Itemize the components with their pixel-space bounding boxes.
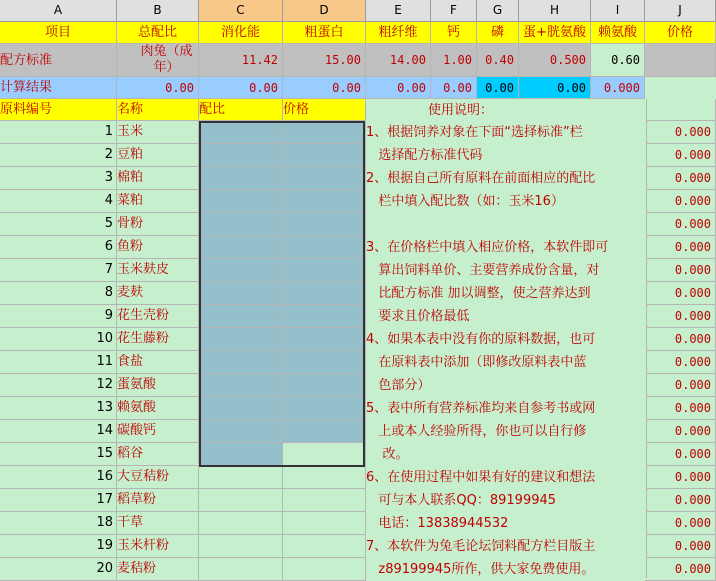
price-input-cell[interactable] xyxy=(283,397,366,420)
ingredient-name[interactable]: 玉米杆粉 xyxy=(117,535,199,558)
usage-notes-title: 使用说明： xyxy=(428,103,494,118)
ingredient-cost-cell[interactable]: 0.000 xyxy=(645,397,716,420)
ratio-input-cell[interactable] xyxy=(199,305,283,328)
result-value-cell[interactable]: 0.00 xyxy=(431,77,477,99)
ratio-input-cell[interactable] xyxy=(199,397,283,420)
ingredient-cost-cell[interactable]: 0.000 xyxy=(645,167,716,190)
result-value-cell[interactable]: 0.00 xyxy=(366,77,431,99)
ingredient-cost-cell[interactable]: 0.000 xyxy=(645,259,716,282)
ingredient-name[interactable]: 稻谷 xyxy=(117,443,199,466)
ingredient-name[interactable]: 大豆秸粉 xyxy=(117,466,199,489)
standard-value-cell[interactable]: 0.500 xyxy=(519,44,591,77)
result-value-cell[interactable]: 0.00 xyxy=(199,77,283,99)
price-input-cell[interactable] xyxy=(283,512,366,535)
usage-note-line: 电话：13838944532 xyxy=(366,516,509,531)
usage-note-line: 3、在价格栏中填入相应价格，本软件即可 xyxy=(366,240,609,255)
field-header[interactable]: 磷 xyxy=(477,22,519,44)
ingredient-number[interactable]: 18 xyxy=(0,512,117,535)
ingredient-name[interactable]: 稻草粉 xyxy=(117,489,199,512)
ratio-input-cell[interactable] xyxy=(199,282,283,305)
ratio-input-cell[interactable] xyxy=(199,121,283,144)
ingredient-number[interactable]: 16 xyxy=(0,466,117,489)
field-header[interactable]: 粗蛋白 xyxy=(283,22,366,44)
price-input-cell[interactable] xyxy=(283,420,366,443)
usage-note-line: 7、本软件为兔毛论坛饲料配方栏目版主 xyxy=(366,539,596,554)
ingredient-name[interactable]: 花生藤粉 xyxy=(117,328,199,351)
standard-value-cell[interactable]: 11.42 xyxy=(199,44,283,77)
ingredient-cost-cell[interactable]: 0.000 xyxy=(645,535,716,558)
standard-value-cell[interactable]: 1.00 xyxy=(431,44,477,77)
price-input-cell[interactable] xyxy=(283,213,366,236)
usage-note-line: 在原料表中添加（即修改原料表中蓝 xyxy=(366,355,587,370)
column-header-b[interactable]: B xyxy=(117,0,199,22)
price-input-cell[interactable] xyxy=(283,282,366,305)
ingredient-cost-cell[interactable]: 0.000 xyxy=(645,420,716,443)
standard-value-cell[interactable] xyxy=(645,44,716,77)
ratio-header[interactable]: 配比 xyxy=(199,99,283,121)
price-input-cell[interactable] xyxy=(283,374,366,397)
column-header-c[interactable]: C xyxy=(199,0,283,22)
ingredient-cost-cell[interactable]: 0.000 xyxy=(645,558,716,581)
price-header[interactable]: 价格 xyxy=(283,99,366,121)
standard-value-cell[interactable]: 0.40 xyxy=(477,44,519,77)
ingredient-number[interactable]: 17 xyxy=(0,489,117,512)
ingredient-name[interactable]: 花生壳粉 xyxy=(117,305,199,328)
usage-note-line: z89199945所作，供大家免费使用。 xyxy=(366,562,595,577)
usage-notes xyxy=(366,99,647,578)
ratio-input-cell[interactable] xyxy=(199,374,283,397)
ingredient-number[interactable]: 3 xyxy=(0,167,117,190)
usage-note-line: 6、在使用过程中如果有好的建议和想法 xyxy=(366,470,596,485)
field-header[interactable]: 价格 xyxy=(645,22,716,44)
ingredient-cost-cell[interactable]: 0.000 xyxy=(645,512,716,535)
ingredient-name[interactable]: 玉米麸皮 xyxy=(117,259,199,282)
result-total-cell[interactable]: 0.00 xyxy=(117,77,199,99)
ratio-input-cell[interactable] xyxy=(199,213,283,236)
ingredient-code-header[interactable]: 原料编号 xyxy=(0,99,117,121)
ingredient-number[interactable]: 6 xyxy=(0,236,117,259)
price-input-cell[interactable] xyxy=(283,328,366,351)
column-header-f[interactable]: F xyxy=(431,0,477,22)
ingredient-cost-cell[interactable]: 0.000 xyxy=(645,466,716,489)
usage-note-line: 2、根据自己所有原料在前面相应的配比 xyxy=(366,171,596,186)
ingredient-number[interactable]: 9 xyxy=(0,305,117,328)
ingredient-number[interactable]: 10 xyxy=(0,328,117,351)
standard-value-cell[interactable]: 15.00 xyxy=(283,44,366,77)
result-value-cell[interactable]: 0.000 xyxy=(591,77,645,99)
field-header[interactable]: 粗纤维 xyxy=(366,22,431,44)
ingredient-name-header[interactable]: 名称 xyxy=(117,99,199,121)
price-input-cell[interactable] xyxy=(283,121,366,144)
ingredient-number[interactable]: 13 xyxy=(0,397,117,420)
price-input-cell[interactable] xyxy=(283,236,366,259)
usage-note-line: 可与本人联系QQ：89199945 xyxy=(366,493,557,508)
ratio-input-cell[interactable] xyxy=(199,144,283,167)
usage-note-line: 改。 xyxy=(366,447,409,462)
field-header[interactable]: 总配比 xyxy=(117,22,199,44)
ratio-input-cell[interactable] xyxy=(199,535,283,558)
usage-note-line: 上或本人经验所得，你也可以自行修 xyxy=(366,424,587,439)
column-header-g[interactable]: G xyxy=(477,0,519,22)
usage-note-line: 算出饲料单价、主要营养成份含量，对 xyxy=(366,263,600,278)
ratio-input-cell[interactable] xyxy=(199,512,283,535)
usage-note-line: 色部分） xyxy=(366,378,431,393)
ingredient-name[interactable]: 豆粕 xyxy=(117,144,199,167)
ingredient-number[interactable]: 12 xyxy=(0,374,117,397)
ingredient-cost-cell[interactable]: 0.000 xyxy=(645,282,716,305)
ingredient-cost-cell[interactable]: 0.000 xyxy=(645,328,716,351)
ingredient-cost-cell[interactable]: 0.000 xyxy=(645,213,716,236)
price-input-cell[interactable] xyxy=(283,305,366,328)
ingredient-name[interactable]: 赖氨酸 xyxy=(117,397,199,420)
ingredient-number[interactable]: 5 xyxy=(0,213,117,236)
field-header[interactable]: 钙 xyxy=(431,22,477,44)
usage-note-line: 比配方标准 加以调整，使之营养达到 xyxy=(366,286,591,301)
column-header-j[interactable]: J xyxy=(645,0,716,22)
ingredient-cost-cell[interactable]: 0.000 xyxy=(645,443,716,466)
price-input-cell[interactable] xyxy=(283,190,366,213)
ratio-input-cell[interactable] xyxy=(199,351,283,374)
ingredient-name[interactable]: 鱼粉 xyxy=(117,236,199,259)
usage-note-line: 选择配方标准代码 xyxy=(366,148,483,163)
ingredient-number[interactable]: 2 xyxy=(0,144,117,167)
standard-label[interactable]: 配方标准 xyxy=(0,44,117,77)
ingredient-number[interactable]: 8 xyxy=(0,282,117,305)
ingredient-cost-cell[interactable]: 0.000 xyxy=(645,144,716,167)
ingredient-name[interactable]: 碳酸钙 xyxy=(117,420,199,443)
ingredient-cost-cell[interactable]: 0.000 xyxy=(645,236,716,259)
usage-note-line: 5、表中所有营养标准均来自参考书或网 xyxy=(366,401,596,416)
usage-note-line: 栏中填入配比数（如：玉米16） xyxy=(366,194,564,209)
ratio-input-cell[interactable] xyxy=(199,489,283,512)
ingredient-number[interactable]: 19 xyxy=(0,535,117,558)
price-input-cell[interactable] xyxy=(283,466,366,489)
column-header-h[interactable]: H xyxy=(519,0,591,22)
ingredient-cost-cell[interactable]: 0.000 xyxy=(645,121,716,144)
ingredient-name[interactable]: 麦麸 xyxy=(117,282,199,305)
price-input-cell[interactable] xyxy=(283,489,366,512)
ingredient-number[interactable]: 14 xyxy=(0,420,117,443)
ingredient-number[interactable]: 15 xyxy=(0,443,117,466)
usage-note-line: 1、根据饲养对象在下面“选择标准”栏 xyxy=(366,125,583,140)
ratio-input-cell[interactable] xyxy=(199,443,283,466)
ingredient-name[interactable]: 棉粕 xyxy=(117,167,199,190)
price-input-cell[interactable] xyxy=(283,259,366,282)
ingredient-number[interactable]: 7 xyxy=(0,259,117,282)
standard-value-cell[interactable]: 14.00 xyxy=(366,44,431,77)
usage-note-line: 4、如果本表中没有你的原料数据，也可 xyxy=(366,332,596,347)
ingredient-name[interactable]: 麦秸粉 xyxy=(117,558,199,581)
standard-name-cell[interactable]: 肉兔（成年） xyxy=(117,44,199,77)
ratio-input-cell[interactable] xyxy=(199,167,283,190)
ratio-input-cell[interactable] xyxy=(199,259,283,282)
price-input-cell[interactable] xyxy=(283,535,366,558)
price-input-cell[interactable] xyxy=(283,144,366,167)
ingredient-name[interactable]: 蛋氨酸 xyxy=(117,374,199,397)
field-header[interactable]: 消化能 xyxy=(199,22,283,44)
ingredient-number[interactable]: 20 xyxy=(0,558,117,581)
field-header[interactable]: 项目 xyxy=(0,22,117,44)
column-header-d[interactable]: D xyxy=(283,0,366,22)
ingredient-number[interactable]: 11 xyxy=(0,351,117,374)
ratio-input-cell[interactable] xyxy=(199,420,283,443)
result-label[interactable]: 计算结果 xyxy=(0,77,117,99)
ingredient-cost-cell[interactable]: 0.000 xyxy=(645,374,716,397)
field-header[interactable]: 蛋+胱氨酸 xyxy=(519,22,591,44)
ingredient-name[interactable]: 玉米 xyxy=(117,121,199,144)
standard-value-cell[interactable]: 0.60 xyxy=(591,44,645,77)
ratio-input-cell[interactable] xyxy=(199,190,283,213)
field-header[interactable]: 赖氨酸 xyxy=(591,22,645,44)
column-header-a[interactable]: A xyxy=(0,0,117,22)
ratio-input-cell[interactable] xyxy=(199,328,283,351)
ingredient-name[interactable]: 骨粉 xyxy=(117,213,199,236)
ingredient-cost-cell[interactable]: 0.000 xyxy=(645,190,716,213)
ingredient-number[interactable]: 1 xyxy=(0,121,117,144)
price-input-cell[interactable] xyxy=(283,167,366,190)
result-value-cell[interactable]: 0.00 xyxy=(519,77,591,99)
ingredient-name[interactable]: 食盐 xyxy=(117,351,199,374)
result-value-cell[interactable]: 0.00 xyxy=(283,77,366,99)
price-input-cell[interactable] xyxy=(283,351,366,374)
ingredient-cost-cell[interactable]: 0.000 xyxy=(645,305,716,328)
usage-note-line xyxy=(366,213,646,236)
ingredient-name[interactable]: 菜粕 xyxy=(117,190,199,213)
usage-note-line: 要求且价格最低 xyxy=(366,309,470,324)
column-header-i[interactable]: I xyxy=(591,0,645,22)
ratio-input-cell[interactable] xyxy=(199,466,283,489)
ingredient-name[interactable]: 干草 xyxy=(117,512,199,535)
ingredient-number[interactable]: 4 xyxy=(0,190,117,213)
column-header-e[interactable]: E xyxy=(366,0,431,22)
ingredient-cost-cell[interactable]: 0.000 xyxy=(645,489,716,512)
price-input-cell[interactable] xyxy=(283,443,366,466)
ratio-input-cell[interactable] xyxy=(199,236,283,259)
ingredient-cost-cell[interactable]: 0.000 xyxy=(645,351,716,374)
result-value-cell[interactable]: 0.00 xyxy=(477,77,519,99)
